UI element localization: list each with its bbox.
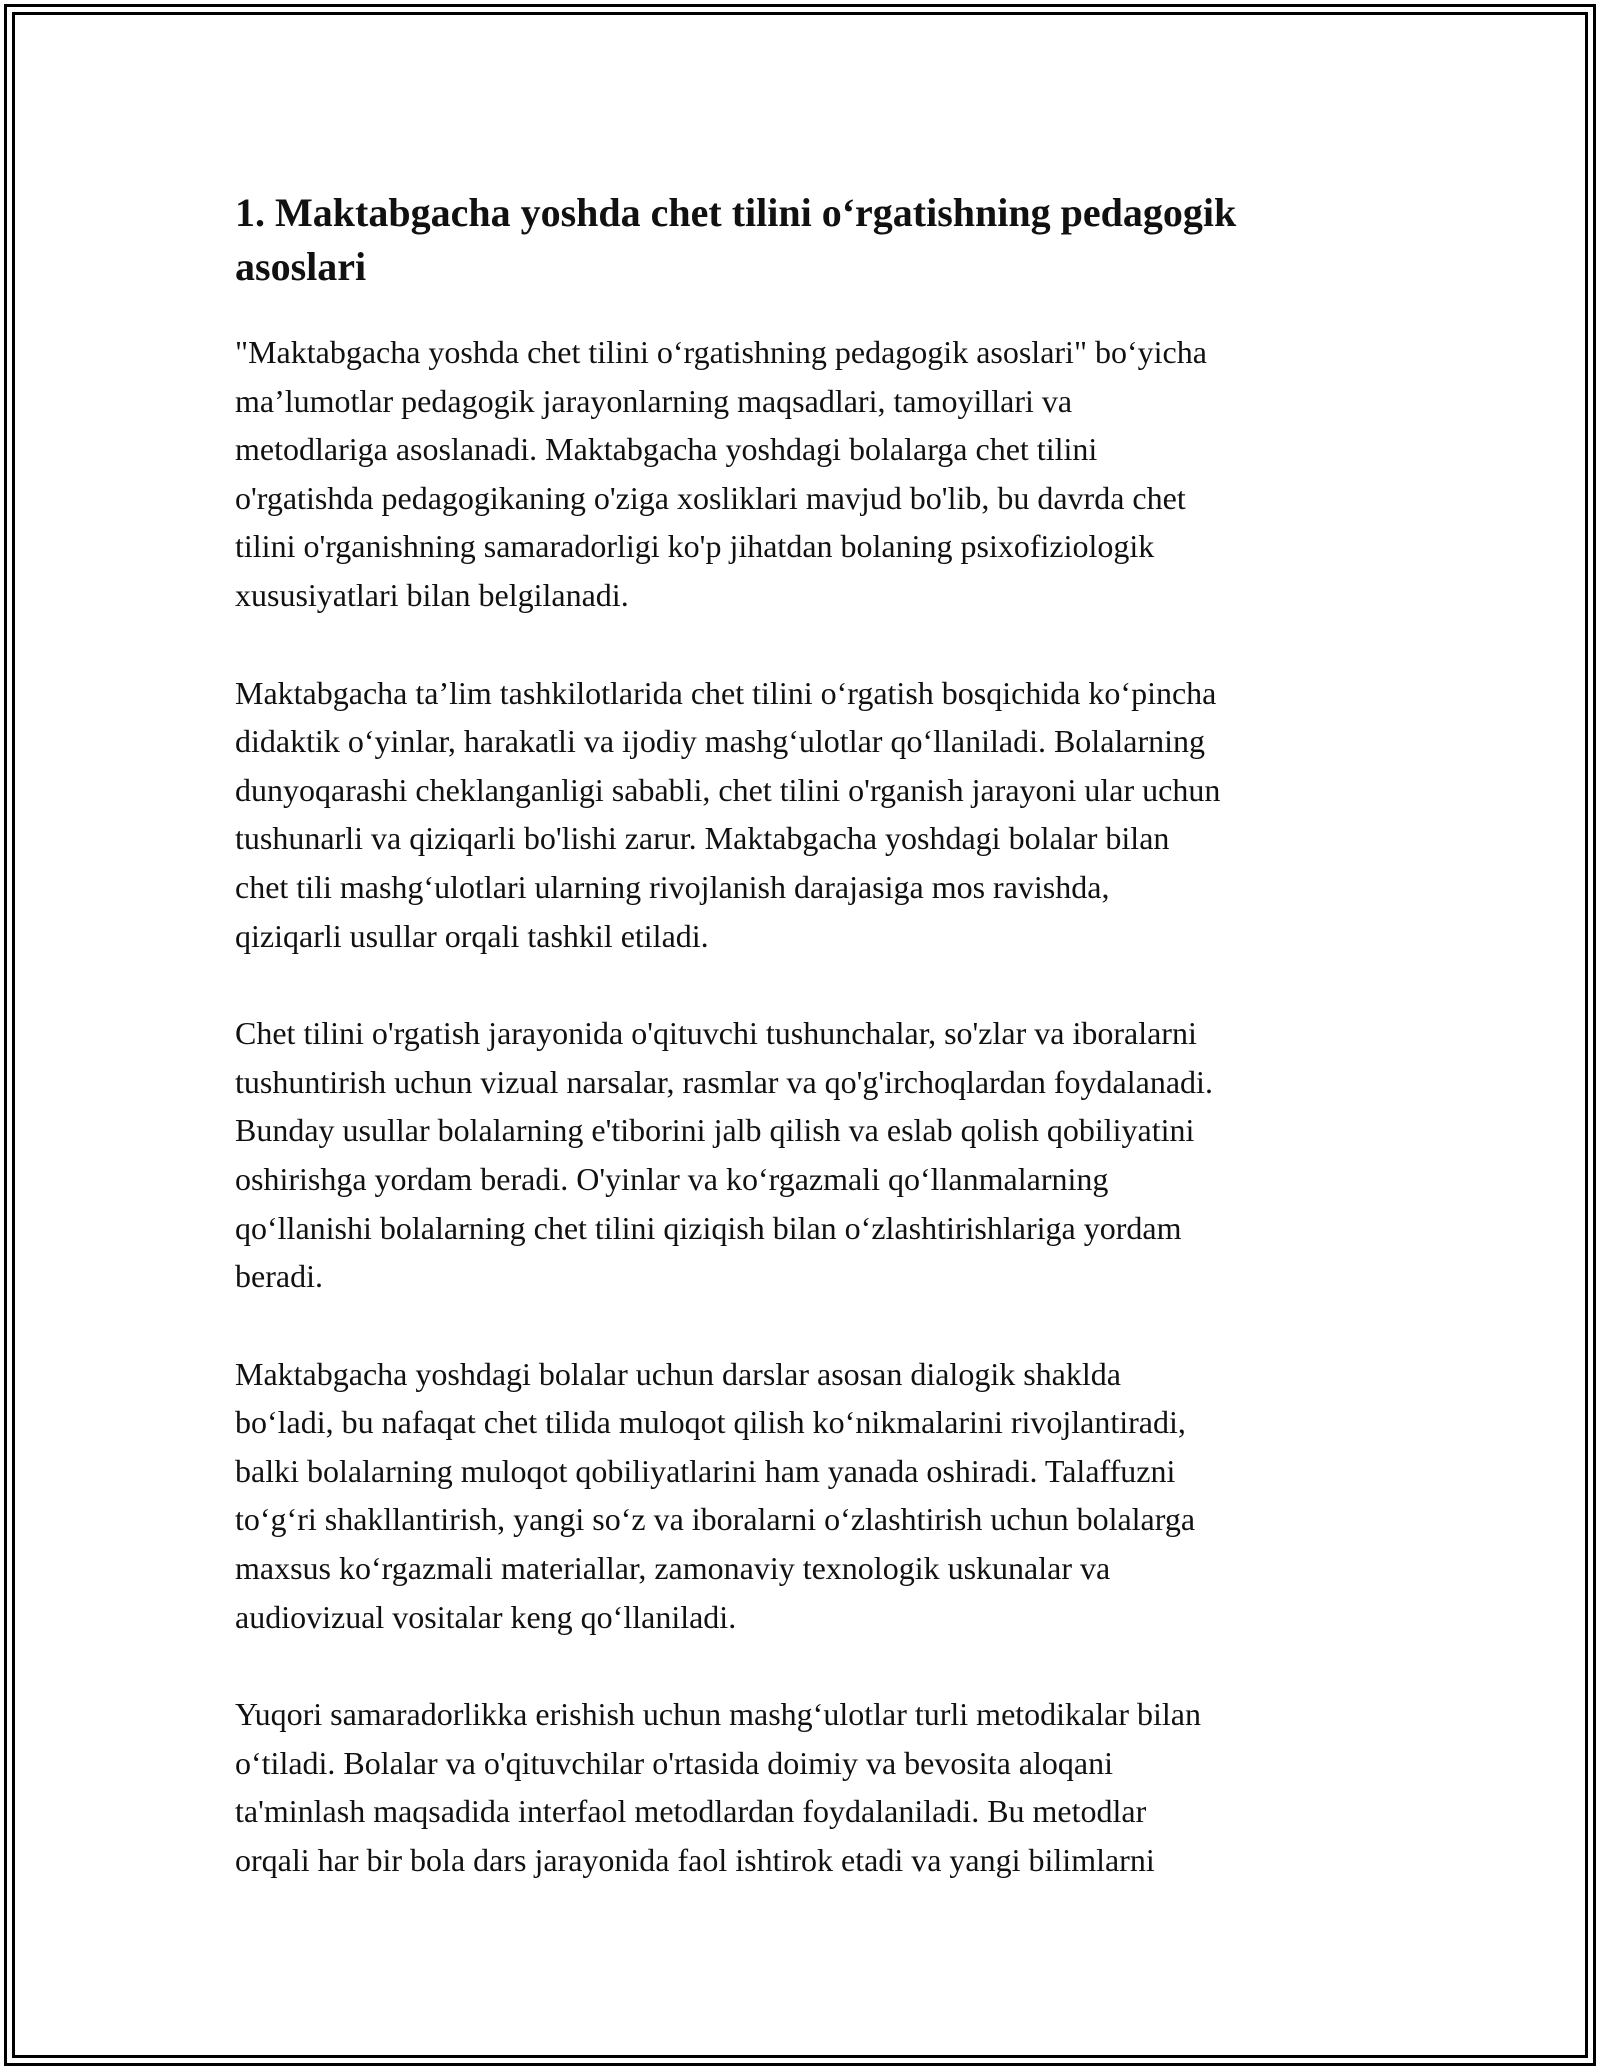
paragraph-4 bbox=[235, 1350, 1375, 1642]
text-line: dunyoqarashi cheklanganligi sababli, chet tilini o'rganish jarayoni ular uchun bbox=[235, 771, 1221, 808]
section-heading bbox=[235, 186, 1375, 294]
text-line: o‘tiladi. Bolalar va o'qituvchilar o'rtasida doimiy va bevosita aloqani bbox=[235, 1744, 1113, 1781]
text-line: ta'minlash maqsadida interfaol metodlardan foydalaniladi. Bu metodlar bbox=[235, 1793, 1147, 1830]
text-line: tilini o'rganishning samaradorligi ko'p jihatdan bolaning psixofiziologik bbox=[235, 528, 1155, 565]
text-line: Bunday usullar bolalarning e'tiborini jalb qilish va eslab qolish qobiliyatini bbox=[235, 1112, 1195, 1149]
heading-line: 1. Maktabgacha yoshda chet tilini o‘rgatishning pedagogik bbox=[235, 190, 1237, 235]
text-line: Chet tilini o'rgatish jarayonida o'qituvchi tushunchalar, so'zlar va iboralarni bbox=[235, 1015, 1197, 1052]
text-line: Yuqori samaradorlikka erishish uchun mashg‘ulotlar turli metodikalar bilan bbox=[235, 1696, 1201, 1733]
text-line: "Maktabgacha yoshda chet tilini o‘rgatishning pedagogik asoslari" bo‘yicha bbox=[235, 334, 1207, 370]
heading-line: asoslari bbox=[235, 244, 367, 289]
text-line: chet tili mashg‘ulotlari ularning rivojlanish darajasiga mos ravishda, bbox=[235, 868, 1110, 905]
paragraph-2 bbox=[235, 669, 1375, 961]
paragraph-3 bbox=[235, 1009, 1375, 1301]
text-line: audiovizual vositalar keng qo‘llaniladi. bbox=[235, 1598, 737, 1635]
text-line: Maktabgacha ta’lim tashkilotlarida chet tilini o‘rgatish bosqichida ko‘pincha bbox=[235, 674, 1217, 711]
document-page bbox=[235, 186, 1375, 1934]
text-line: o'rgatishda pedagogikaning o'ziga xosliklari mavjud bo'lib, bu davrda chet bbox=[235, 479, 1186, 516]
text-line: Maktabgacha yoshdagi bolalar uchun darslar asosan dialogik shaklda bbox=[235, 1355, 1121, 1392]
paragraph-5 bbox=[235, 1690, 1375, 1884]
text-line: ma’lumotlar pedagogik jarayonlarning maqsadlari, tamoyillari va bbox=[235, 382, 1073, 419]
text-line: bo‘ladi, bu nafaqat chet tilida muloqot qilish ko‘nikmalarini rivojlantiradi, bbox=[235, 1404, 1186, 1441]
text-line: balki bolalarning muloqot qobiliyatlarini ham yanada oshiradi. Talaffuzni bbox=[235, 1452, 1176, 1489]
text-line: beradi. bbox=[235, 1258, 323, 1295]
text-line: maxsus ko‘rgazmali materiallar, zamonaviy texnologik uskunalar va bbox=[235, 1550, 1111, 1587]
text-line: tushuntirish uchun vizual narsalar, rasmlar va qo'g'irchoqlardan foydalanadi. bbox=[235, 1063, 1213, 1100]
text-line: tushunarli va qiziqarli bo'lishi zarur. Maktabgacha yoshdagi bolalar bilan bbox=[235, 820, 1170, 857]
text-line: qiziqarli usullar orqali tashkil etiladi. bbox=[235, 917, 709, 954]
text-line: didaktik o‘yinlar, harakatli va ijodiy mashg‘ulotlar qo‘llaniladi. Bolalarning bbox=[235, 723, 1206, 760]
text-line: xususiyatlari bilan belgilanadi. bbox=[235, 576, 629, 613]
text-line: orqali har bir bola dars jarayonida faol ishtirok etadi va yangi bilimlarni bbox=[235, 1842, 1155, 1879]
paragraph-1 bbox=[235, 328, 1375, 620]
text-line: oshirishga yordam beradi. O'yinlar va ko‘rgazmali qo‘llanmalarning bbox=[235, 1160, 1109, 1197]
text-line: to‘g‘ri shakllantirish, yangi so‘z va iboralarni o‘zlashtirish uchun bolalarga bbox=[235, 1501, 1196, 1538]
text-line: qo‘llanishi bolalarning chet tilini qiziqish bilan o‘zlashtirishlariga yordam bbox=[235, 1209, 1182, 1246]
text-line: metodlariga asoslanadi. Maktabgacha yoshdagi bolalarga chet tilini bbox=[235, 431, 1098, 468]
